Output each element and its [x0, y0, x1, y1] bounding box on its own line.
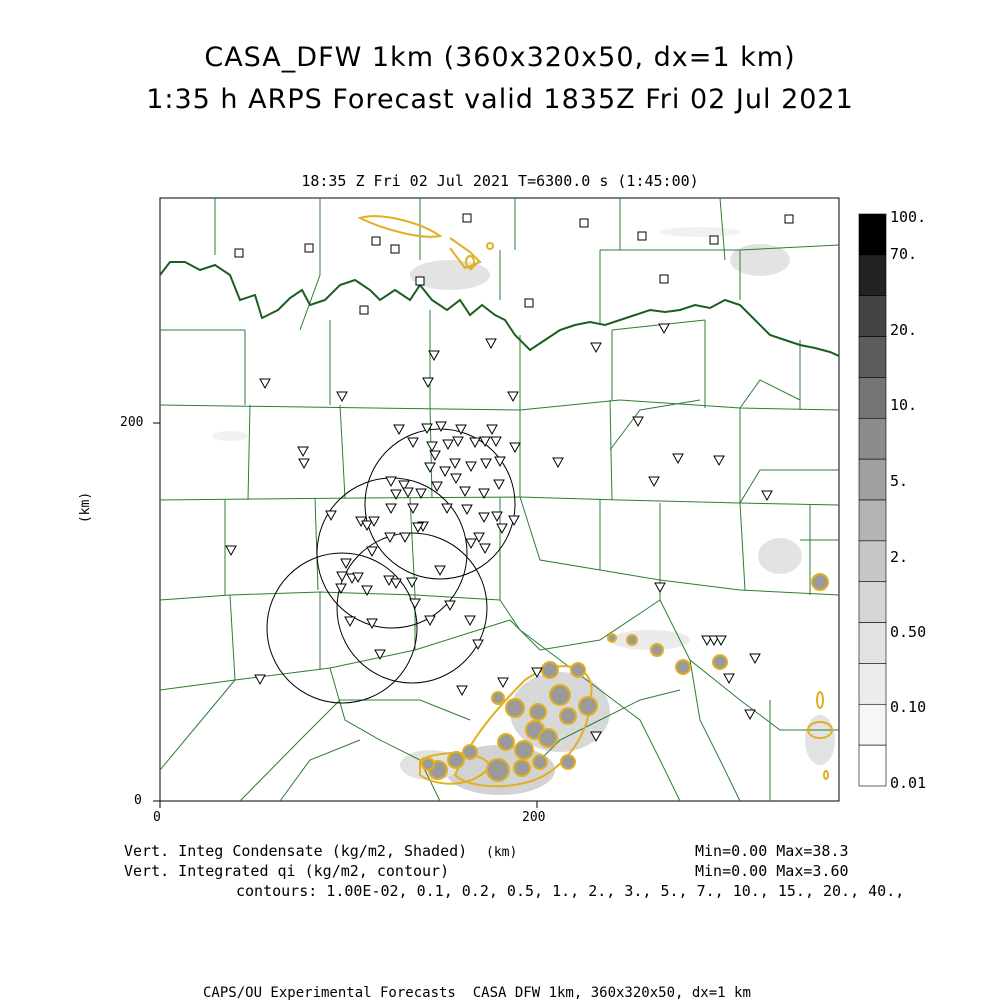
title-line-1: CASA_DFW 1km (360x320x50, dx=1 km): [204, 42, 796, 73]
colorbar-label: 0.01: [890, 774, 927, 792]
colorbar-swatch: [859, 663, 886, 704]
shaded-field-label: Vert. Integ Condensate (kg/m2, Shaded): [124, 842, 468, 860]
colorbar-swatch: [859, 623, 886, 664]
x-tick-200: 200: [522, 810, 546, 825]
contour-field-label: Vert. Integrated qi (kg/m2, contour): [124, 862, 450, 880]
colorbar-label: 0.10: [890, 698, 927, 716]
title-line-2: 1:35 h ARPS Forecast valid 1835Z Fri 02 Jul 2021: [146, 84, 854, 115]
y-axis-label: (km): [78, 491, 94, 524]
colorbar-swatch: [859, 296, 886, 337]
colorbar-label: 0.50: [890, 623, 927, 641]
colorbar-swatch: [859, 704, 886, 745]
x-axis-label: (km): [486, 845, 518, 860]
colorbar-swatch: [859, 377, 886, 418]
colorbar-label: 70.: [890, 245, 918, 263]
plot-subtitle: 18:35 Z Fri 02 Jul 2021 T=6300.0 s (1:45:00): [301, 172, 699, 190]
credit-line: CAPS/OU Experimental Forecasts CASA DFW 1km, 360x320x50, dx=1 km: [203, 985, 751, 1001]
y-tick-200: 200: [120, 415, 144, 430]
colorbar-swatch: [859, 418, 886, 459]
contour-levels: contours: 1.00E-02, 0.1, 0.2, 0.5, 1., 2., 3., 5., 7., 10., 15., 20., 40.,: [236, 882, 905, 900]
colorbar: [859, 214, 886, 786]
colorbar-swatch: [859, 500, 886, 541]
colorbar-swatch: [859, 459, 886, 500]
colorbar-swatch: [859, 582, 886, 623]
colorbar-label: 2.: [890, 548, 909, 566]
y-tick-0: 0: [134, 793, 142, 808]
colorbar-label: 10.: [890, 396, 918, 414]
shaded-minmax: Min=0.00 Max=38.3: [695, 842, 849, 860]
colorbar-swatch: [859, 541, 886, 582]
colorbar-label: 100.: [890, 208, 927, 226]
colorbar-label: 20.: [890, 321, 918, 339]
contour-minmax: Min=0.00 Max=3.60: [695, 862, 849, 880]
colorbar-swatch: [859, 745, 886, 786]
x-tick-0: 0: [153, 810, 161, 825]
colorbar-swatch: [859, 337, 886, 378]
colorbar-swatch: [859, 255, 886, 296]
colorbar-label: 5.: [890, 472, 909, 490]
colorbar-swatch: [859, 214, 886, 255]
